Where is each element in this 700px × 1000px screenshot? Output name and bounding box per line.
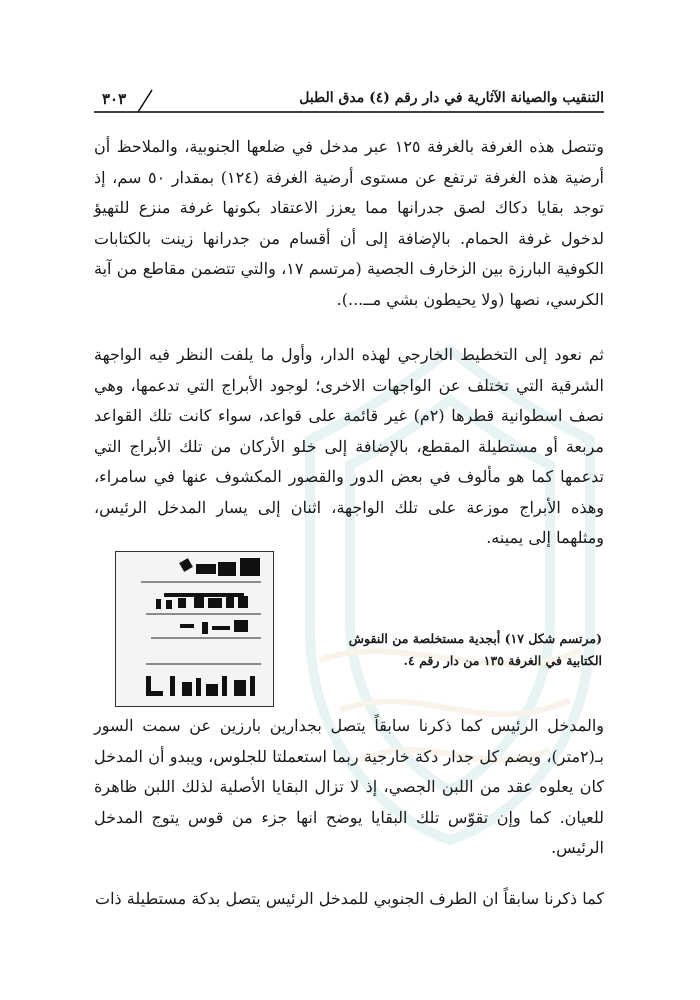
figure-caption-line: الكتابية في الغرفة ١٣٥ من دار رقم ٤. xyxy=(403,653,602,668)
body-paragraph: والمدخل الرئيس كما ذكرنا سابقاً يتصل بجدارين بارزين عن سمت السور بـ(٢متر)، ويضم كل جدار دكة خارجية ربما استعملتا للجلوس، ويبدو أن المدخل كان يعلوه عقد من اللبن الجصي، إذ لا تزال البقايا الأصلية لذلك اللبن ظاهرة للعيان. كما وإن تقوّس تلك البقايا يوضح انها جزء من قوس يتوج المدخل الرئيس. xyxy=(94,716,604,857)
figure-caption xyxy=(280,628,602,672)
running-header-title: التنقيب والصيانة الآثارية في دار رقم (٤) مدق الطبل xyxy=(299,90,604,106)
figure-caption-line: (مرتسم شكل ١٧) أبجدية مستخلصة من النقوش xyxy=(348,631,602,646)
page-number: ٣٠٣ xyxy=(102,90,127,108)
kufic-alphabet-drawing xyxy=(116,552,273,706)
body-paragraph: ثم نعود إلى التخطيط الخارجي لهذه الدار، وأول ما يلفت النظر فيه الواجهة الشرقية التي تختلف عن الواجهات الاخرى؛ لوجود الأبراج التي تدعمها، وهي نصف اسطوانية قطرها (٢م) غير قائمة على قواعد، سواء كانت تلك القواعد مربعة أو مستطيلة المقطع، بالإضافة إلى خلو الأركان من تلك الأبراج التي تدعمها كما هو مألوف في بعض الدور والقصور المكشوف عنها في سامراء، وهذه الأبراج موزعة على تلك الواجهة، اثنان إلى يسار المدخل الرئيس، ومثلهما إلى يمينه. xyxy=(94,345,604,547)
body-paragraph: كما ذكرنا سابقاً ان الطرف الجنوبي للمدخل الرئيس يتصل بدكة مستطيلة ذات xyxy=(95,889,604,908)
body-paragraph: وتتصل هذه الغرفة بالغرفة ١٢٥ عبر مدخل في ضلعها الجنوبية، والملاحظ أن أرضية هذه الغرفة ترتفع عن مستوى أرضية الغرفة (١٢٤) بمقدار ٥٠ سم، إذ توجد بقايا دكاك لصق جدرانها مما يعزز الاعتقاد بكونها غرفة منزع للتهيؤ لدخول غرفة الحمام. بالإضافة إلى أن أقسام من جدرانها زينت بالكتابات الكوفية البارزة بين الزخارف الجصية (مرتسم ١٧، والتي تتضمن مقاطع من آية الكرسي، نصها (ولا يحيطون بشي مــ...). xyxy=(94,137,605,309)
inscription-figure xyxy=(115,551,274,707)
page-header xyxy=(94,88,604,114)
